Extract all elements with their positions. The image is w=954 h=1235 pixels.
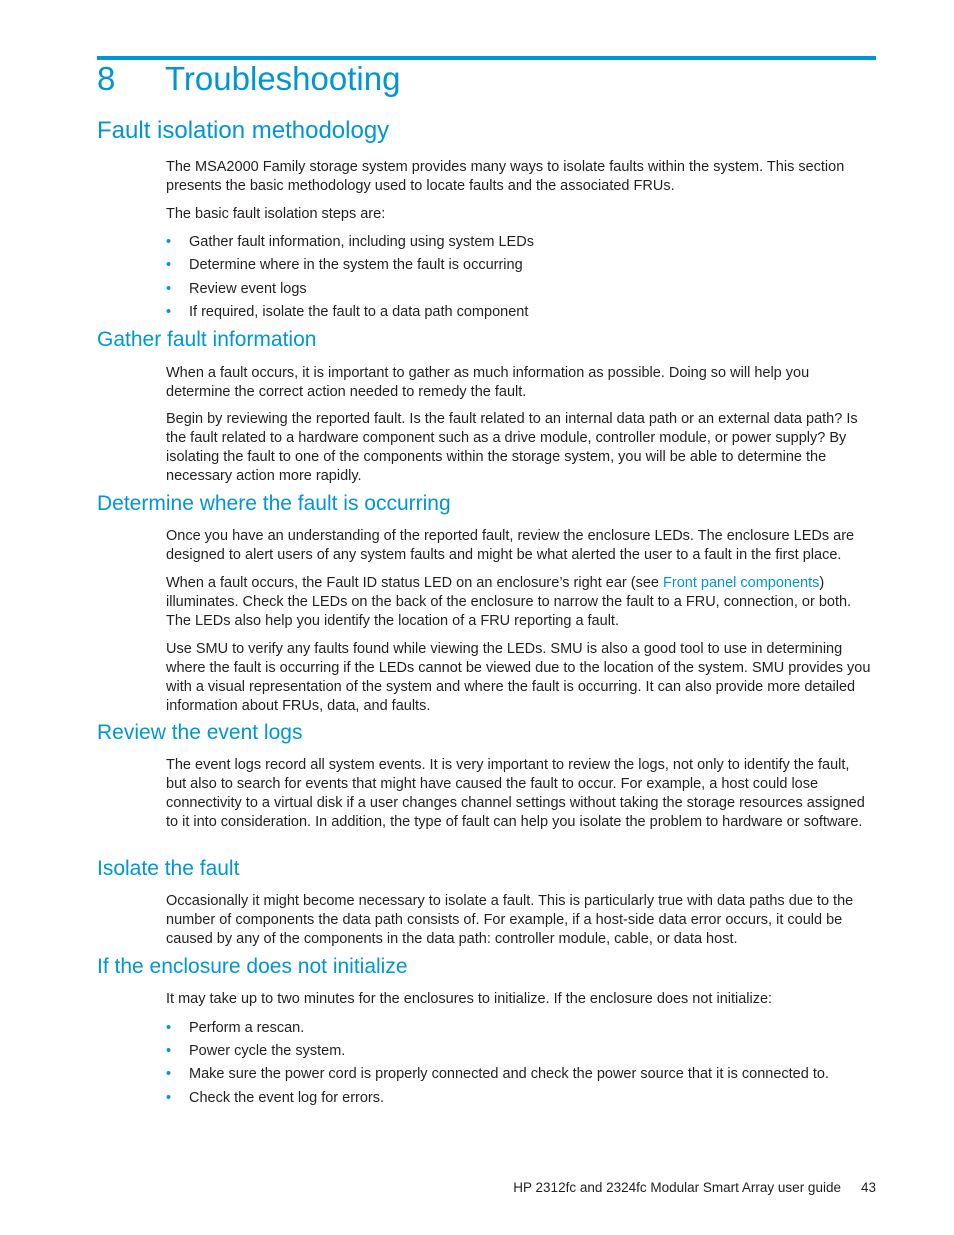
- paragraph: The event logs record all system events. It is very important to review the logs, not only to identify the fault, but also to search for events that might have caused the fault to occur. For example, a host could lose connectivity to a virtual disk if a user changes channel settings without taking the storage resources assigned to it into consideration. In addition, the type of fault can help you isolate the problem to hardware or software.: [166, 757, 865, 830]
- section-heading-fault-isolation: Fault isolation methodology: [97, 117, 390, 144]
- list-item: [166, 1042, 872, 1061]
- bullet-icon: •: [166, 234, 172, 250]
- bullet-icon: •: [166, 304, 172, 320]
- paragraph-text: ) illuminates. Check the LEDs on the back of the enclosure to narrow the fault to a FRU, connection, or both. The LEDs also help you identify the location of a FRU reporting a fault.: [166, 575, 852, 629]
- paragraph: Occasionally it might become necessary to isolate a fault. This is particularly true with data paths due to the number of components the data path consists of. For example, if a host-side data error occurs, it could be caused by any of the components in the data path: controller module, cable, or data host.: [166, 893, 854, 947]
- paragraph: When a fault occurs, it is important to gather as much information as possible. Doing so will help you determine the correct action needed to remedy the fault.: [166, 365, 810, 400]
- paragraph: The basic fault isolation steps are:: [166, 206, 386, 222]
- paragraph: Once you have an understanding of the reported fault, review the enclosure LEDs. The enclosure LEDs are designed to alert users of any system faults and might be what alerted the user to a fault in the first place.: [166, 528, 855, 563]
- list-item: [166, 233, 872, 252]
- paragraph: The MSA2000 Family storage system provides many ways to isolate faults within the system. This section presents the basic methodology used to locate faults and the associated FRUs.: [166, 159, 845, 194]
- subsection-heading-enclosure: If the enclosure does not initialize: [97, 955, 408, 978]
- front-panel-components-link[interactable]: Front panel components: [663, 575, 820, 591]
- list-item-text: If required, isolate the fault to a data path component: [189, 304, 529, 320]
- paragraph: Begin by reviewing the reported fault. Is the fault related to an internal data path or an external data path? Is the fault related to a hardware component such as a drive module, controller module, or power supply? By isolating the fault to one of the components within the storage system, you will be able to determine the necessary action more rapidly.: [166, 411, 858, 484]
- page-footer: [513, 1180, 876, 1195]
- list-item-text: Determine where in the system the fault is occurring: [189, 257, 523, 273]
- list-item: [166, 1065, 872, 1084]
- paragraph: It may take up to two minutes for the enclosures to initialize. If the enclosure does not initialize:: [166, 991, 773, 1007]
- list-item: [166, 280, 872, 299]
- chapter-number: 8: [97, 60, 116, 97]
- list-item-text: Make sure the power cord is properly connected and check the power source that it is connected to.: [189, 1066, 829, 1082]
- subsection-heading-gather: Gather fault information: [97, 328, 317, 351]
- list-item-text: Review event logs: [189, 281, 307, 297]
- paragraph-text: When a fault occurs, the Fault ID status LED on an enclosure’s right ear (see: [166, 575, 664, 591]
- bullet-icon: •: [166, 1020, 172, 1036]
- subsection-heading-isolate: Isolate the fault: [97, 857, 240, 880]
- list-item-text: Gather fault information, including using system LEDs: [189, 234, 534, 250]
- list-item-text: Check the event log for errors.: [189, 1090, 385, 1106]
- list-item: [166, 256, 872, 275]
- list-item-text: Perform a rescan.: [189, 1020, 305, 1036]
- chapter-title: Troubleshooting: [165, 60, 401, 97]
- bullet-icon: •: [166, 281, 172, 297]
- bullet-icon: •: [166, 1043, 172, 1059]
- list-item: [166, 1089, 872, 1108]
- list-item: [166, 1019, 872, 1038]
- bullet-icon: •: [166, 257, 172, 273]
- paragraph: [166, 574, 872, 631]
- footer-title: HP 2312fc and 2324fc Modular Smart Array user guide: [513, 1180, 841, 1195]
- bullet-icon: •: [166, 1090, 172, 1106]
- bullet-icon: •: [166, 1066, 172, 1082]
- chapter-heading: [97, 60, 876, 106]
- page-number: 43: [860, 1180, 876, 1195]
- list-item-text: Power cycle the system.: [189, 1043, 346, 1059]
- list-item: [166, 303, 872, 322]
- paragraph: Use SMU to verify any faults found while viewing the LEDs. SMU is also a good tool to use in determining where the fault is occurring if the LEDs cannot be viewed due to the location of the system. SMU provides you with a visual representation of the system and where the fault is occurring. It can also provide more detailed information about FRUs, data, and faults.: [166, 641, 871, 714]
- subsection-heading-determine: Determine where the fault is occurring: [97, 492, 451, 515]
- subsection-heading-review: Review the event logs: [97, 721, 303, 744]
